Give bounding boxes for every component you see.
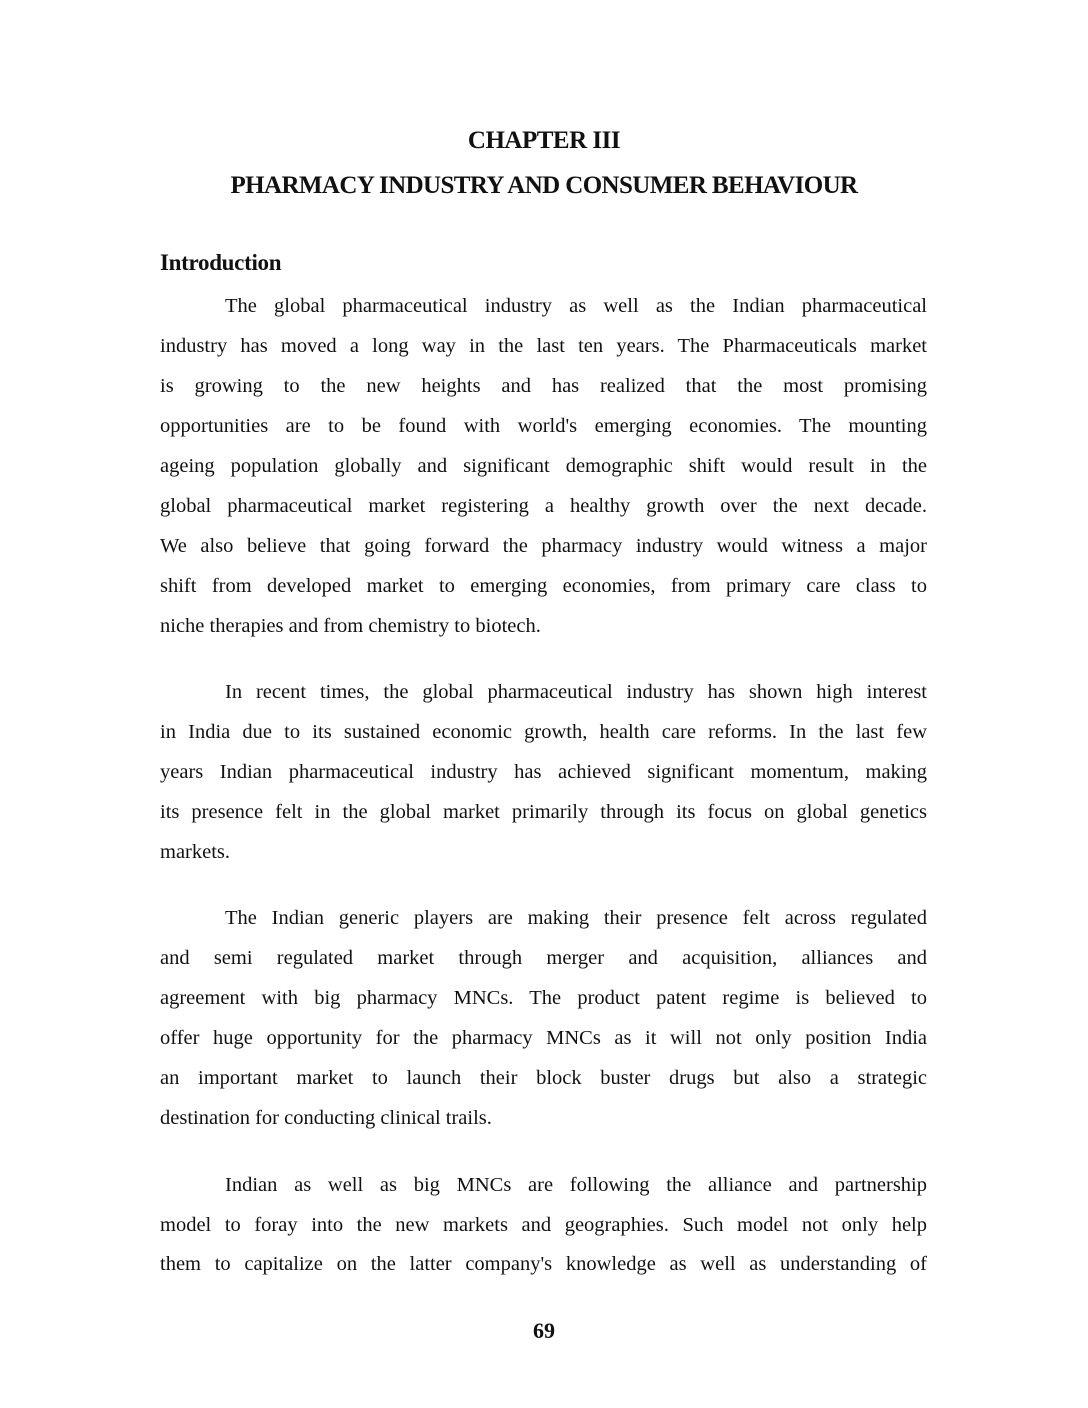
- text-line: global pharmaceutical market registering a healthy growth over the next decade.: [160, 495, 927, 517]
- text-line: The Indian generic players are making their presence felt across regulated: [225, 907, 927, 929]
- text-line: destination for conducting clinical trails.: [160, 1107, 492, 1129]
- chapter-title: PHARMACY INDUSTRY AND CONSUMER BEHAVIOUR: [230, 172, 858, 199]
- text-line: agreement with big pharmacy MNCs. The product patent regime is believed to: [160, 987, 927, 1009]
- text-line: an important market to launch their block buster drugs but also a strategic: [160, 1067, 927, 1089]
- text-line: opportunities are to be found with world's emerging economies. The mounting: [160, 415, 927, 437]
- text-line: and semi regulated market through merger and acquisition, alliances and: [160, 947, 927, 969]
- chapter-label: CHAPTER III: [467, 127, 621, 154]
- text-line: niche therapies and from chemistry to biotech.: [160, 615, 541, 637]
- text-line: years Indian pharmaceutical industry has achieved significant momentum, making: [160, 761, 927, 783]
- text-line: offer huge opportunity for the pharmacy MNCs as it will not only position India: [160, 1027, 927, 1049]
- text-line: markets.: [160, 841, 231, 863]
- text-line: In recent times, the global pharmaceutical industry has shown high interest: [225, 681, 927, 703]
- page-number: 69: [533, 1318, 555, 1343]
- text-line: ageing population globally and significant demographic shift would result in the: [160, 455, 927, 477]
- section-heading: Introduction: [160, 250, 282, 275]
- text-line: them to capitalize on the latter company's knowledge as well as understanding of: [160, 1253, 927, 1275]
- text-line: model to foray into the new markets and geographies. Such model not only help: [160, 1214, 927, 1236]
- text-line: shift from developed market to emerging economies, from primary care class to: [160, 575, 927, 597]
- text-line: its presence felt in the global market primarily through its focus on global genetics: [160, 801, 927, 823]
- text-line: is growing to the new heights and has realized that the most promising: [160, 375, 927, 397]
- text-line: We also believe that going forward the pharmacy industry would witness a major: [160, 535, 927, 557]
- text-line: industry has moved a long way in the last ten years. The Pharmaceuticals market: [160, 335, 927, 357]
- text-line: in India due to its sustained economic growth, health care reforms. In the last few: [160, 721, 927, 743]
- text-line: The global pharmaceutical industry as well as the Indian pharmaceutical: [225, 295, 927, 317]
- text-line: Indian as well as big MNCs are following the alliance and partnership: [225, 1174, 927, 1196]
